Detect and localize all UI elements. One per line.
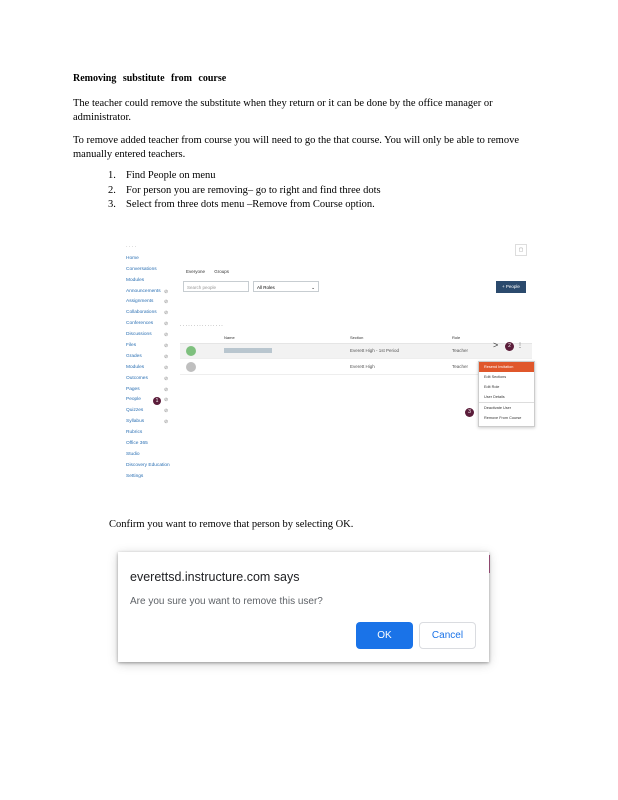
hidden-icon: ⊘ — [164, 419, 169, 426]
nav-item: Modules — [126, 277, 145, 283]
chevron-down-icon: ⌄ — [311, 285, 315, 290]
step-item: 1. Find People on menu — [108, 170, 216, 181]
menu-item: Edit Role — [484, 385, 500, 389]
nav-item: Collaborations ⊘ — [126, 308, 176, 319]
table-row: Everett High Teacher — [180, 360, 532, 375]
menu-item: Edit Sections — [484, 375, 507, 379]
nav-item-people: People 1 ⊘ — [126, 397, 169, 405]
nav-item: Office 365 — [126, 441, 148, 447]
add-people-button: + People — [496, 281, 526, 293]
cancel-button[interactable]: Cancel — [419, 622, 476, 649]
table-row: Everett High - 1st Period Teacher — [180, 344, 532, 359]
nav-item: Conversations — [126, 266, 157, 272]
nav-item: Pages ⊘ — [126, 385, 176, 396]
tab-groups: Groups — [214, 269, 230, 274]
nav-item: · · · · — [126, 245, 137, 250]
avatar — [186, 362, 196, 372]
avatar — [186, 346, 196, 356]
nav-item: Quizzes ⊘ — [126, 406, 176, 417]
nav-item: Syllabus ⊘ — [126, 417, 176, 428]
column-header: Role — [452, 335, 461, 340]
hidden-icon: ⊘ — [164, 408, 169, 415]
steps-list — [108, 169, 381, 213]
confirm-dialog — [118, 552, 489, 662]
nav-item: Home — [126, 255, 139, 261]
menu-item: Remove From Course — [484, 416, 522, 420]
nav-item: Announcements ⊘ — [126, 287, 176, 298]
nav-item: Outcomes ⊘ — [126, 374, 176, 385]
menu-item: User Details — [484, 395, 505, 399]
menu-item: Deactivate User — [479, 402, 534, 413]
top-right-button: ▢ — [515, 244, 527, 256]
people-page-screenshot — [118, 240, 533, 485]
nav-item: Files ⊘ — [126, 341, 176, 352]
nav-item: Grades ⊘ — [126, 352, 176, 363]
roles-select: All Roles ⌄ — [253, 281, 319, 292]
nav-item: Rubrics — [126, 430, 143, 436]
hidden-icon: ⊘ — [164, 310, 169, 317]
menu-item: Resend Invitation — [479, 362, 534, 372]
intro-paragraph: The teacher could remove the substitute when they return or it can be done by the office manager or administrator. — [73, 98, 493, 123]
dialog-title: everettsd.instructure.com says — [130, 570, 300, 584]
nav-item: Studio — [126, 451, 140, 457]
step-badge: 1 — [153, 397, 161, 405]
hidden-icon: ⊘ — [164, 364, 169, 371]
nav-item: Modules ⊘ — [126, 363, 176, 374]
more-options-icon: ⋮ — [517, 343, 523, 349]
redacted-name — [224, 348, 272, 353]
hidden-icon: ⊘ — [164, 386, 169, 393]
column-header: Name — [224, 335, 235, 340]
column-header: Section — [350, 335, 364, 340]
hidden-icon: ⊘ — [164, 299, 169, 306]
table-header — [180, 335, 532, 344]
hidden-icon: ⊘ — [164, 375, 169, 382]
search-input: Search people — [183, 281, 249, 292]
course-nav — [126, 243, 176, 483]
hidden-icon: ⊘ — [164, 397, 169, 404]
step-badge: 2 — [505, 342, 514, 351]
pointer-arrow-icon: > — [493, 340, 499, 350]
hidden-icon: ⊘ — [164, 321, 169, 328]
hidden-icon: ⊘ — [164, 353, 169, 360]
nav-item: Conferences ⊘ — [126, 319, 176, 330]
nav-item: Assignments ⊘ — [126, 297, 176, 308]
ok-button[interactable]: OK — [356, 622, 413, 649]
dialog-message: Are you sure you want to remove this user? — [130, 596, 323, 607]
instructions-paragraph: To remove added teacher from course you will need to go the that course. You will only be able to remove manually entered teachers. — [73, 135, 519, 160]
step-badge: 3 — [465, 408, 474, 417]
nav-item: Settings — [126, 473, 144, 479]
hidden-icon: ⊘ — [164, 332, 169, 339]
people-count-label: · · · · · · · · · · · · · · · · — [180, 323, 223, 328]
people-tabs — [186, 269, 237, 274]
tab-everyone: Everyone — [186, 269, 206, 274]
hidden-icon: ⊘ — [164, 343, 169, 350]
step-item: 2. For person you are removing– go to right and find three dots — [108, 184, 381, 196]
confirm-paragraph: Confirm you want to remove that person by selecting OK. — [109, 519, 354, 530]
step-item: 3. Select from three dots menu –Remove from Course option. — [108, 199, 375, 210]
nav-item: Discussions ⊘ — [126, 330, 176, 341]
section-heading: Removing substitute from course — [73, 73, 227, 84]
hidden-icon: ⊘ — [164, 288, 169, 295]
options-menu — [478, 361, 535, 427]
nav-item: Discovery Education — [126, 462, 170, 468]
